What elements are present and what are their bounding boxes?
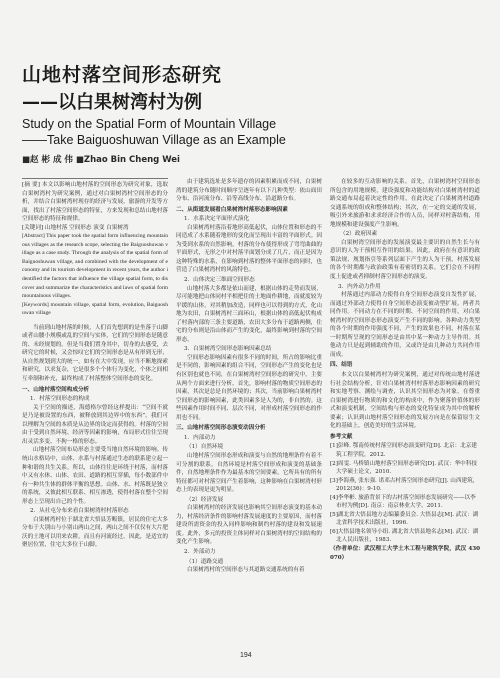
subsection-heading-2-3: 3．白果树湾空间形态影响因素总结: [184, 346, 272, 353]
body-paragraph: 由于建筑选址是多年遗存的因素积累而成不同，白果树湾的建筑分布随时间顺序呈逐年有以下几种类型：依山面田分布、沿河流分布、沿等高线分布、沿道路分布。: [176, 179, 322, 203]
references-heading: 参考文献: [330, 433, 353, 440]
page-number: 194: [240, 652, 252, 659]
subsection-heading-1-1: 1．村落空间形态的构成: [30, 396, 90, 403]
subsection-heading-3-2: 2．外部动力: [184, 548, 216, 555]
subsection-heading-1-2: 2．从社屯分布来看白果树湾村村落形态: [30, 508, 129, 515]
body-paragraph: 山地村落大多都是依山而建，根据山体的走势而发展，尽可能地把山体同村平相把住的土地面作耕地，而就度较为平缓的山体，对其稍加改造，同样也可以得到的方式，化山地为农田，白果树湾村三面环山，根据山体的高低起伏构成了村落内部的三条主要道路，农田大多分布于道路两侧，住宅的分布则是沿山体而产生的变化，最终影响到村落的空间形态。: [176, 285, 322, 343]
subsubsection-heading: （1）自然环境: [186, 444, 224, 451]
subsubsection-heading: （2）经济发展: [186, 496, 224, 503]
column-right: [330, 178, 480, 648]
body-paragraph: 本文以白果树湾村为研究案例，通过对传统山地村落进行社会结构分析，针对白果树湾村村落形态影响因素的研究和实地考察、测绘与调查，认识其空间形态为对象，在尊重白果树湾进行物质的和文化的构成中，作为聚落价值体的形式和演变机制，空间结构与形态的变化特征成为其中的解析要素；认识到山地村落空间形态的发展方向是在保留原生文化的基础上，创造美好的生活环境。: [330, 372, 480, 430]
body-paragraph: 山地村落空间形态形成和演变与自然的地理条件有着不可分割的联系，自然环境是村落空间形成和演变的基础条件，自然地理条件作为最基本的空间要素，它所具有的所有特征都可对村落空间产生着影响，这种影响在白果树湾村形态上的表现是更为明显。: [176, 452, 322, 494]
body-paragraph: 白果树湾村位于湖北省大悟县芳畈镇，居民的住宅大多分布于大别山与小别山两山之间，两山之间不仅仅有大片肥沃的土地可以用来农耕，而且有河流经过，因此，是适宜的聚居位置，住宅大多位于山脚。: [22, 516, 168, 549]
body-paragraph: 空间形态影响因素有很多不同的时间，所占的影响比重是不同的，影响因素的组合不同，空间形态产生的变化也是有区别也就也不同，在白果树湾村空间形态的研究中，主要从两个方面来进行分析，首先，影响村落的物质空间形态的因素，其次是总是自然环境的；其次，当前影响白果树湾村空间形态的影响因素，此类因素多是人为的，非自然的。这些因素作用时间不同、层次不同，对形成村落空间形态的作用也不同。: [176, 354, 322, 421]
abstract-box: [22, 178, 168, 318]
subsection-heading-3-3: 3．内外动力作用: [338, 283, 381, 290]
abstract-chinese: [摘 要] 本文以影响山地村落的空间形态为研究对象，选取白果树湾村为研究案例，通过对白果树湾村空间形态的分析，并结合白果树湾村现存的经济与发展，旅游的开发等方面，找出了村落空间形态的特征，方来发现和总结山地村落空间形态的特征和规律。: [22, 182, 168, 223]
body-paragraph: 山地村落空间布局形态主要受当地自然环境的影响。传统山水格局中，山体、水系与村落通过生态的联系建立起一种和谐的共生关系。所以，山体往往是环绕于村落，而村落中又有水体、山体、农田、道路的相互穿插，每小数部件中有一种共生体的群体平衡的思想。山体、水、村落既是独立的系统，又彼此相互联系、相互渗透，使得村落在整个空间形态上呈现出自己的个性。: [22, 447, 168, 505]
subsubsection-heading: （2）政府因素: [340, 231, 378, 238]
body-paragraph: 白果树湾空间形态的发展演变最主要识的自然生长与有意识的人为干预相互作用的结果。因此，政府在有意识的政策法规、规划指引等系列层面下产生的人为干预，村落发展的各个时期都与政治政策有着密切的关系，它们会在不同程度上促进或者抑制村落空间形态的演变。: [330, 239, 480, 281]
authors-line: ■赵 彬 成 伟 ■Zhao Bin Cheng Wei: [22, 155, 180, 165]
section-heading-1: 一、山地村落空间构成分析: [22, 386, 90, 393]
section-heading-3: 三、山地村落空间形态演变动因分析: [176, 425, 266, 432]
body-paragraph: 白果树湾村的经济发展也影响其空间形态演变的基本动力，村落经济条件的影响村落发展速度的主要原因，而村落建设所需资金的投入同样影响和制约村落的建设和发展速度。此外，多元的投资主体同样对白果树湾村的空间结构的变化产生影响。: [176, 505, 322, 546]
body-paragraph: 白果树湾村落沿着地形高低起伏，山体位置和形态的不同造成了水系随着地形的变化而呈现出丰富的平面形式。因为受到水系的自然影响，村落的分布使得形成了弯弯曲曲的平面形式，无形之中对村落平面划分成了几片，而正是因为这种特殊的水系，在影响到村落的整体平面形态的同时，也营造了白果树湾村的风韵特色。: [176, 224, 322, 274]
reference-item: [2]周雯. 马桥镇山地村落空间形态研究[D]. 武汉：华中科技大学硕士论文，2010.: [330, 460, 477, 476]
reference-item: [6]大悟县地名领导小组. 湖北省大悟县地名志[M]. 武汉：湖北人民出版社，1983.: [330, 528, 479, 544]
intro-paragraph: 当前到山地村落的时候，人们首先想到的是坐落于山脚或者山腰小规模或乱的空间与实体，它们的空间形态是随意的、未经规划的。但是当我们置身其中，切身的去感受，去研究它的时候，又会惊叹它们的空间形态是从有形到无形，从自然规划到大的统一，如有在大中发现，应当不断地探索和研究，以求复杂，它是很多个个体行为变化，个体之间相互牵制和补充，最终构成了村落整体空间形态的变化。: [22, 324, 168, 383]
reference-item: [3]李海燕, 张东强. 诺邓古村落空间形态研究[J]. 山西建筑，2012(36)：9-10.: [330, 477, 479, 493]
subsection-heading-2-2: 2．山体决定三维面空间形态: [184, 277, 255, 284]
column-middle: [176, 178, 322, 648]
keywords-english: [Keywords] mountain village, spatial form, evolution, Baiguoshuwan village: [22, 301, 168, 317]
reference-item: [1]彭峰. 鄂南传统村落空间形态演变研究[D]. 北京：北京建筑工程学院，2012.: [330, 443, 477, 458]
subsection-heading-2-1: 1．水系决定平面形式演化: [184, 216, 250, 223]
section-heading-2: 二、从街道发展看白果树湾村落形态影响因素: [176, 206, 288, 213]
abstract-english: [Abstract] This paper took the spatial form influencing mountainous villages as the research scope, selecting the Baiguoshuwan village as a case study. Through the analysis of the spatial form of Baiguoshuwan village, and combined with the development of economy and its tourism development in recent years, the author identified the factors that influence the village spatial form, to discover and summarize the characteristics and laws of spatial form mountainous villages.: [22, 233, 168, 300]
body-paragraph: 村落通过内部动力使得自身空间形态演变自发性扩展，而通过外部动力使得自身空间形态演变被动型扩展，两者共同作用。不同动力在不同的时期、不同空间的作用，对白果树湾村的空间形态形态演变产生不同的影响。各种动力类型的各个时期的作用强度不同，产生的效果也不同，村落在某一时期所呈现的空间形态是由其中某一种动力主导作用。其他动力只是起到辅助的作用，又或许是由几种动力共同作用而成。: [330, 292, 480, 358]
keywords-chinese: [关键词] 山地村落 空间形态 演变 白果树湾: [22, 224, 129, 231]
body-paragraph: 白果树湾村的空间形态与其道路交通系统的有着: [187, 567, 305, 574]
body-paragraph: 关于空间的描述，海德格尔曾经这样提出：“空间不就是乃是被设置的东西，被释放到其边界中的东西”。我们可以理解为空间的本质是从边界的设定而获得的。村落的空间由于受到自然环境、经济等因素的影响，布局形式往往呈现出灵活多变、不拘一格的形态。: [22, 404, 168, 445]
column-left: [22, 178, 168, 648]
subsubsection-heading: （1）道路交通: [186, 558, 224, 565]
english-title: Study on the Spatial Form of Mountain Village: [22, 117, 277, 131]
reference-item: [4]李华彬. 旅游背景下的古村落空间形态发展研究——以李市村为例[D]. 南京：南京林业大学，2011.: [330, 494, 476, 510]
body-paragraph: 在较多的互动影响的关系。首先，白果树湾村空间形态所包含的用地规模，建设强度和功能结构对白果树湾村的道路交通布局起着决定性的作用，在此决定了白果树湾村道路交通系统的组成和整体结构；其次，在一定的交通的发展，吸引外来旅游和求求经济合作的人员，同样对村落结构，用地规模和建设强度产生影响。: [330, 179, 480, 228]
section-heading-4: 四、结语: [330, 362, 353, 369]
subsection-heading-3-1: 1．内部动力: [184, 434, 216, 441]
author-affiliation: （作者单位：武汉理工大学土木工程与建筑学院，武汉 430070）: [330, 545, 480, 561]
chinese-title: 山地村落空间形态研究: [22, 64, 223, 86]
reference-item: [5]湖北省大悟县地方志编纂委员会. 大悟县志[M]. 武汉：湖北省科学技术出版社，1996.: [330, 511, 479, 527]
chinese-subtitle: ——以白果树湾村为例: [22, 92, 202, 113]
english-subtitle: ——Take Baiguoshuwan Village as an Example: [22, 133, 286, 147]
